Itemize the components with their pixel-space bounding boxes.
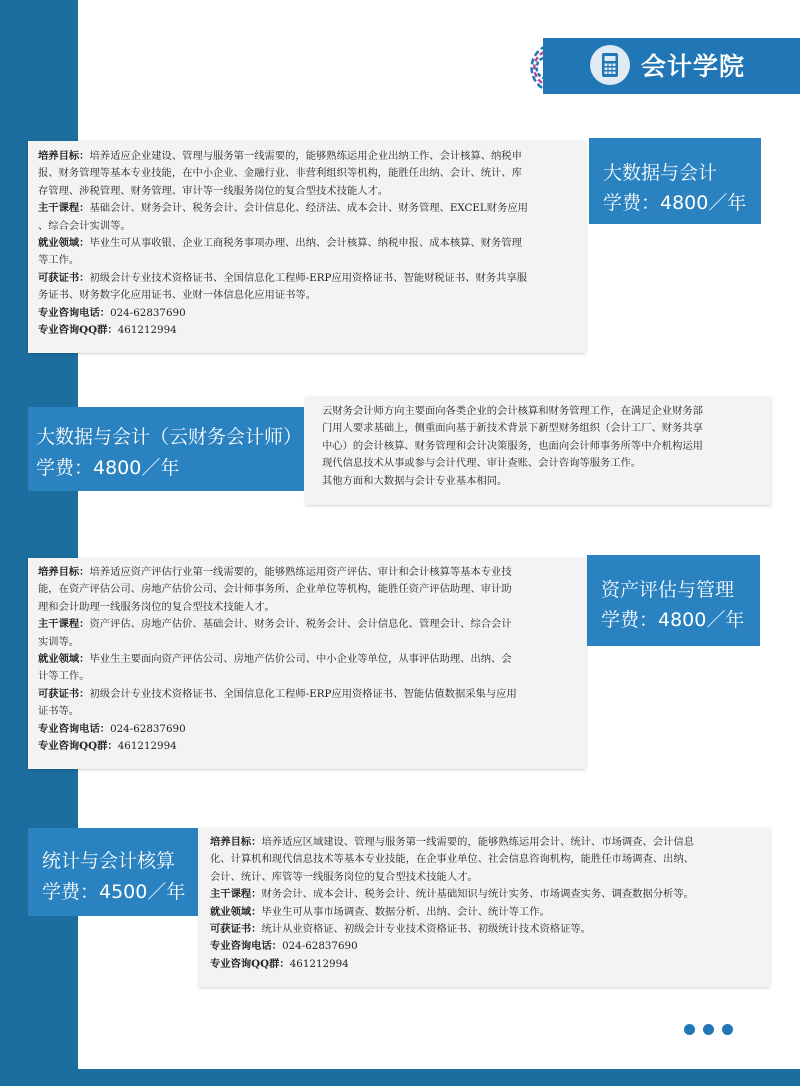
field-text: 024-62837690	[282, 940, 358, 953]
major-detail-text	[322, 403, 767, 490]
field-text: 能，在资产评估公司、房地产估价公司、会计师事务所、企业单位等机构，能胜任资产评估助理、审计助	[38, 583, 512, 596]
field-text: 毕业生可从事收银、企业工商税务事项办理、出纳、会计核算、纳税申报、成本核算、财务管理	[89, 237, 522, 250]
text-line	[38, 668, 583, 685]
field-text: 化、计算机和现代信息技术等基本专业技能，在企事业单位、社会信息咨询机构，能胜任市场调查、出纳、	[210, 853, 694, 866]
major-label-box	[589, 138, 761, 224]
field-text: 财务会计、成本会计、税务会计、统计基础知识与统计实务、市场调查实务、调查数据分析等。	[261, 888, 694, 901]
text-line	[210, 921, 765, 938]
text-line	[322, 420, 767, 437]
field-text: 毕业生主要面向资产评估公司、房地产估价公司、中小企业等单位，从事评估助理、出纳、会	[89, 653, 512, 666]
field-text: 461212994	[117, 740, 177, 753]
text-line	[38, 599, 583, 616]
field-text: 证书等。	[38, 705, 80, 718]
field-text: 存管理、涉税管理、财务管理、审计等一线服务岗位的复合型技术技能人才。	[38, 184, 389, 197]
field-text: 毕业生可从事市场调查、数据分析、出纳、会计、统计等工作。	[261, 905, 550, 918]
text-line	[38, 738, 583, 755]
field-label: 主干课程：	[38, 618, 90, 631]
field-label: 培养目标：	[38, 566, 90, 578]
text-line	[38, 564, 583, 581]
field-text: 461212994	[289, 957, 349, 970]
text-line	[210, 956, 765, 973]
text-line	[38, 287, 583, 304]
text-line	[210, 886, 765, 903]
field-text: 基础会计、财务会计、税务会计、会计信息化、经济法、成本会计、财务管理、EXCEL财务应用	[89, 202, 528, 215]
calculator-icon	[590, 45, 630, 85]
text-line	[38, 148, 583, 165]
text-line	[210, 904, 765, 921]
text-line	[210, 834, 765, 851]
field-text: 务证书、财务数字化应用证书、业财一体信息化应用证书等。	[38, 289, 317, 302]
text-line	[38, 703, 583, 720]
field-text: 等工作。	[38, 254, 80, 267]
text-line	[210, 938, 765, 955]
field-text: 其他方面和大数据与会计专业基本相同。	[322, 474, 508, 487]
tuition-fee: 学费：4800／年	[601, 609, 745, 631]
major-name: 资产评估与管理	[601, 579, 735, 601]
field-text: 初级会计专业技术资格证书、全国信息化工程师-ERP应用资格证书、智能财税证书、财务共享服	[89, 271, 528, 284]
major-label-box	[28, 407, 304, 491]
text-line	[38, 165, 583, 182]
text-line	[38, 322, 583, 339]
text-line	[322, 403, 767, 420]
text-line	[38, 581, 583, 598]
field-text: 培养适应资产评估行业第一线需要的，能够熟练运用资产评估、审计和会计核算等基本专业技	[89, 566, 512, 578]
field-label: 专业咨询电话：	[38, 306, 111, 319]
field-text: 培养适应企业建设、管理与服务第一线需要的，能够熟练运用企业出纳工作、会计核算、纳税申	[89, 150, 522, 162]
text-line	[38, 651, 583, 668]
page-title: 会计学院	[641, 52, 746, 81]
field-text: 024-62837690	[110, 722, 186, 735]
field-text: 云财务会计师方向主要面向各类企业的会计核算和财务管理工作，在满足企业财务部	[322, 405, 703, 417]
major-detail-text	[38, 564, 583, 755]
field-label: 就业领域：	[210, 905, 262, 918]
tuition-fee: 学费：4800／年	[603, 192, 747, 214]
field-label: 培养目标：	[38, 150, 90, 162]
field-text: 461212994	[117, 324, 177, 337]
text-line	[38, 305, 583, 322]
field-text: 现代信息技术从事或参与会计代理、审计查账、会计咨询等服务工作。	[322, 457, 642, 470]
text-line	[38, 200, 583, 217]
field-label: 可获证书：	[210, 923, 262, 936]
text-line	[38, 634, 583, 651]
major-label-box	[587, 555, 760, 646]
text-line	[322, 455, 767, 472]
field-text: 报、财务管理等基本专业技能，在中小企业、金融行业、非营利组织等机构，能胜任出纳、会计、统计、库	[38, 167, 522, 180]
major-detail-text	[38, 148, 583, 339]
text-line	[38, 235, 583, 252]
field-text: 实训等。	[38, 635, 80, 648]
text-line	[322, 473, 767, 490]
field-text: 会计、统计、库管等一线服务岗位的复合型技术技能人才。	[210, 870, 478, 883]
text-line	[38, 616, 583, 633]
pagination-dots	[684, 1020, 741, 1039]
field-label: 主干课程：	[210, 888, 262, 901]
field-text: 024-62837690	[110, 306, 186, 319]
text-line	[38, 270, 583, 287]
tuition-fee: 学费：4500／年	[42, 881, 186, 903]
field-text: 计等工作。	[38, 670, 90, 683]
field-label: 可获证书：	[38, 687, 90, 700]
field-label: 专业咨询电话：	[210, 940, 283, 953]
tuition-fee: 学费：4800／年	[36, 457, 180, 479]
text-line	[322, 438, 767, 455]
field-label: 就业领域：	[38, 237, 90, 250]
text-line	[210, 851, 765, 868]
major-name: 大数据与会计（云财务会计师）	[36, 426, 303, 448]
field-text: 培养适应区域建设、管理与服务第一线需要的，能够熟练运用会计、统计、市场调查、会计信息	[261, 836, 694, 848]
text-line	[38, 721, 583, 738]
field-text: 初级会计专业技术资格证书、全国信息化工程师-ERP应用资格证书、智能估值数据采集与应用	[89, 687, 517, 700]
field-label: 专业咨询QQ群：	[38, 740, 118, 753]
bottom-accent-bar	[0, 1069, 800, 1086]
field-text: 理和会计助理一线服务岗位的复合型技术技能人才。	[38, 600, 275, 613]
major-label-box	[28, 828, 198, 916]
text-line	[38, 686, 583, 703]
text-line	[38, 252, 583, 269]
field-label: 专业咨询QQ群：	[38, 324, 118, 337]
field-label: 培养目标：	[210, 836, 262, 848]
major-detail-text	[210, 834, 765, 973]
major-name: 大数据与会计	[603, 162, 718, 184]
field-label: 就业领域：	[38, 653, 90, 666]
field-label: 主干课程：	[38, 202, 90, 215]
major-name: 统计与会计核算	[42, 850, 176, 872]
field-label: 专业咨询电话：	[38, 722, 111, 735]
text-line	[38, 183, 583, 200]
field-label: 可获证书：	[38, 271, 90, 284]
text-line	[210, 869, 765, 886]
text-line	[38, 218, 583, 235]
field-text: 资产评估、房地产估价、基础会计、财务会计、税务会计、会计信息化、管理会计、综合会计	[89, 618, 512, 631]
field-label: 专业咨询QQ群：	[210, 957, 290, 970]
field-text: 门用人要求基础上，侧重面向基于新技术背景下新型财务组织（会计工厂、财务共享	[322, 422, 703, 435]
field-text: 中心）的会计核算、财务管理和会计决策服务，也面向会计师事务所等中介机构运用	[322, 439, 703, 452]
field-text: 统计从业资格证、初级会计专业技术资格证书、初级统计技术资格证等。	[261, 923, 591, 936]
field-text: 、综合会计实训等。	[38, 219, 131, 232]
